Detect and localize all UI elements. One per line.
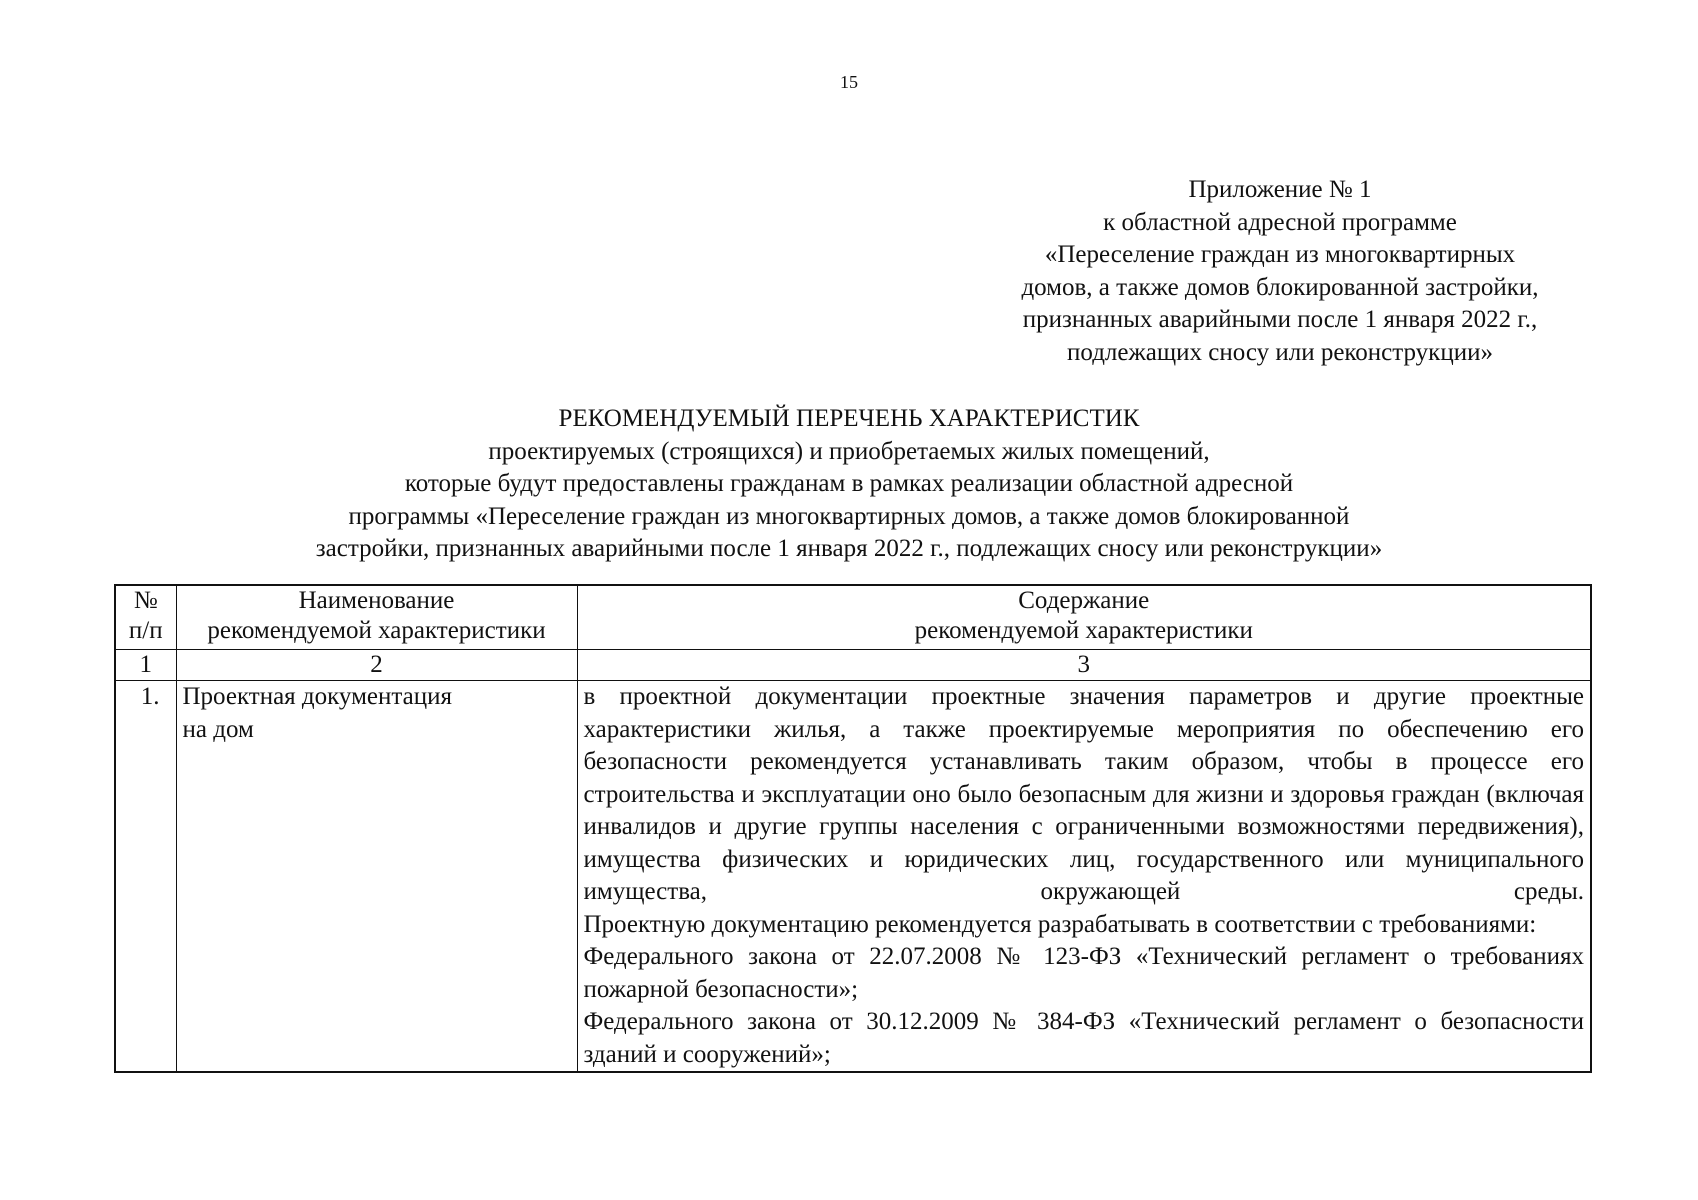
row-content <box>577 681 1591 1073</box>
title-line: РЕКОМЕНДУЕМЫЙ ПЕРЕЧЕНЬ ХАРАКТЕРИСТИК <box>558 405 1140 432</box>
column-number-row <box>115 650 1591 681</box>
appendix-line: признанных аварийными после 1 января 2022 г., <box>1022 306 1538 333</box>
header-cell-content: Содержание рекомендуемой характеристики <box>577 585 1591 650</box>
characteristics-table <box>114 584 1592 1073</box>
appendix-line: подлежащих сносу или реконструкции» <box>1067 338 1493 366</box>
content-paragraph: Федерального закона от 22.07.2008 № 123-ФЗ «Технический регламент о требованиях пожарной безопасности»; <box>583 943 1584 1003</box>
appendix-line: Приложение № 1 <box>1188 176 1372 203</box>
title-line: которые будут предоставлены гражданам в рамках реализации областной адресной <box>404 470 1294 497</box>
title-line: проектируемых (строящихся) и приобретаемых жилых помещений, <box>488 437 1210 465</box>
header-cell-number: № п/п <box>115 585 176 650</box>
document-title <box>0 403 1698 566</box>
column-number-cell: 2 <box>176 650 577 681</box>
content-paragraph: в проектной документации проектные значения параметров и другие проектные характеристики жилья, а также проектируемые мероприятия по обеспечению его безопасности рекомендуется устанавливать таким образом, чтобы в процессе его строительства и эксплуатации оно было безопасным для жизни и здоровья граждан (включая инвалидов и другие группы населения с ограниченными возможностями передвижения), имущества физических и юридических лиц, государственного или муниципального имущества, окружающей среды. <box>583 683 1584 905</box>
content-paragraph: Федерального закона от 30.12.2009 № 384-ФЗ «Технический регламент о безопасности зданий и сооружений»; <box>583 1008 1584 1068</box>
appendix-line: к областной адресной программе <box>1103 208 1457 236</box>
column-number-cell: 1 <box>115 650 176 681</box>
content-paragraph: Проектную документацию рекомендуется разрабатывать в соответствии с требованиями: <box>583 910 1537 938</box>
header-cell-name: Наименование рекомендуемой характеристики <box>176 585 577 650</box>
row-name: Проектная документация на дом <box>176 681 577 1073</box>
column-number-cell: 3 <box>577 650 1591 681</box>
appendix-header <box>980 174 1580 369</box>
title-line: программы «Переселение граждан из многоквартирных домов, а также домов блокированной <box>348 502 1350 530</box>
title-line: застройки, признанных аварийными после 1 января 2022 г., подлежащих сносу или реконструкции» <box>315 535 1383 562</box>
row-number: 1. <box>115 681 176 1073</box>
table-row <box>115 681 1591 1073</box>
appendix-line: домов, а также домов блокированной застройки, <box>1021 273 1539 301</box>
page-number: 15 <box>840 72 858 92</box>
appendix-line: «Переселение граждан из многоквартирных <box>1044 241 1516 268</box>
table-header-row <box>115 585 1591 650</box>
